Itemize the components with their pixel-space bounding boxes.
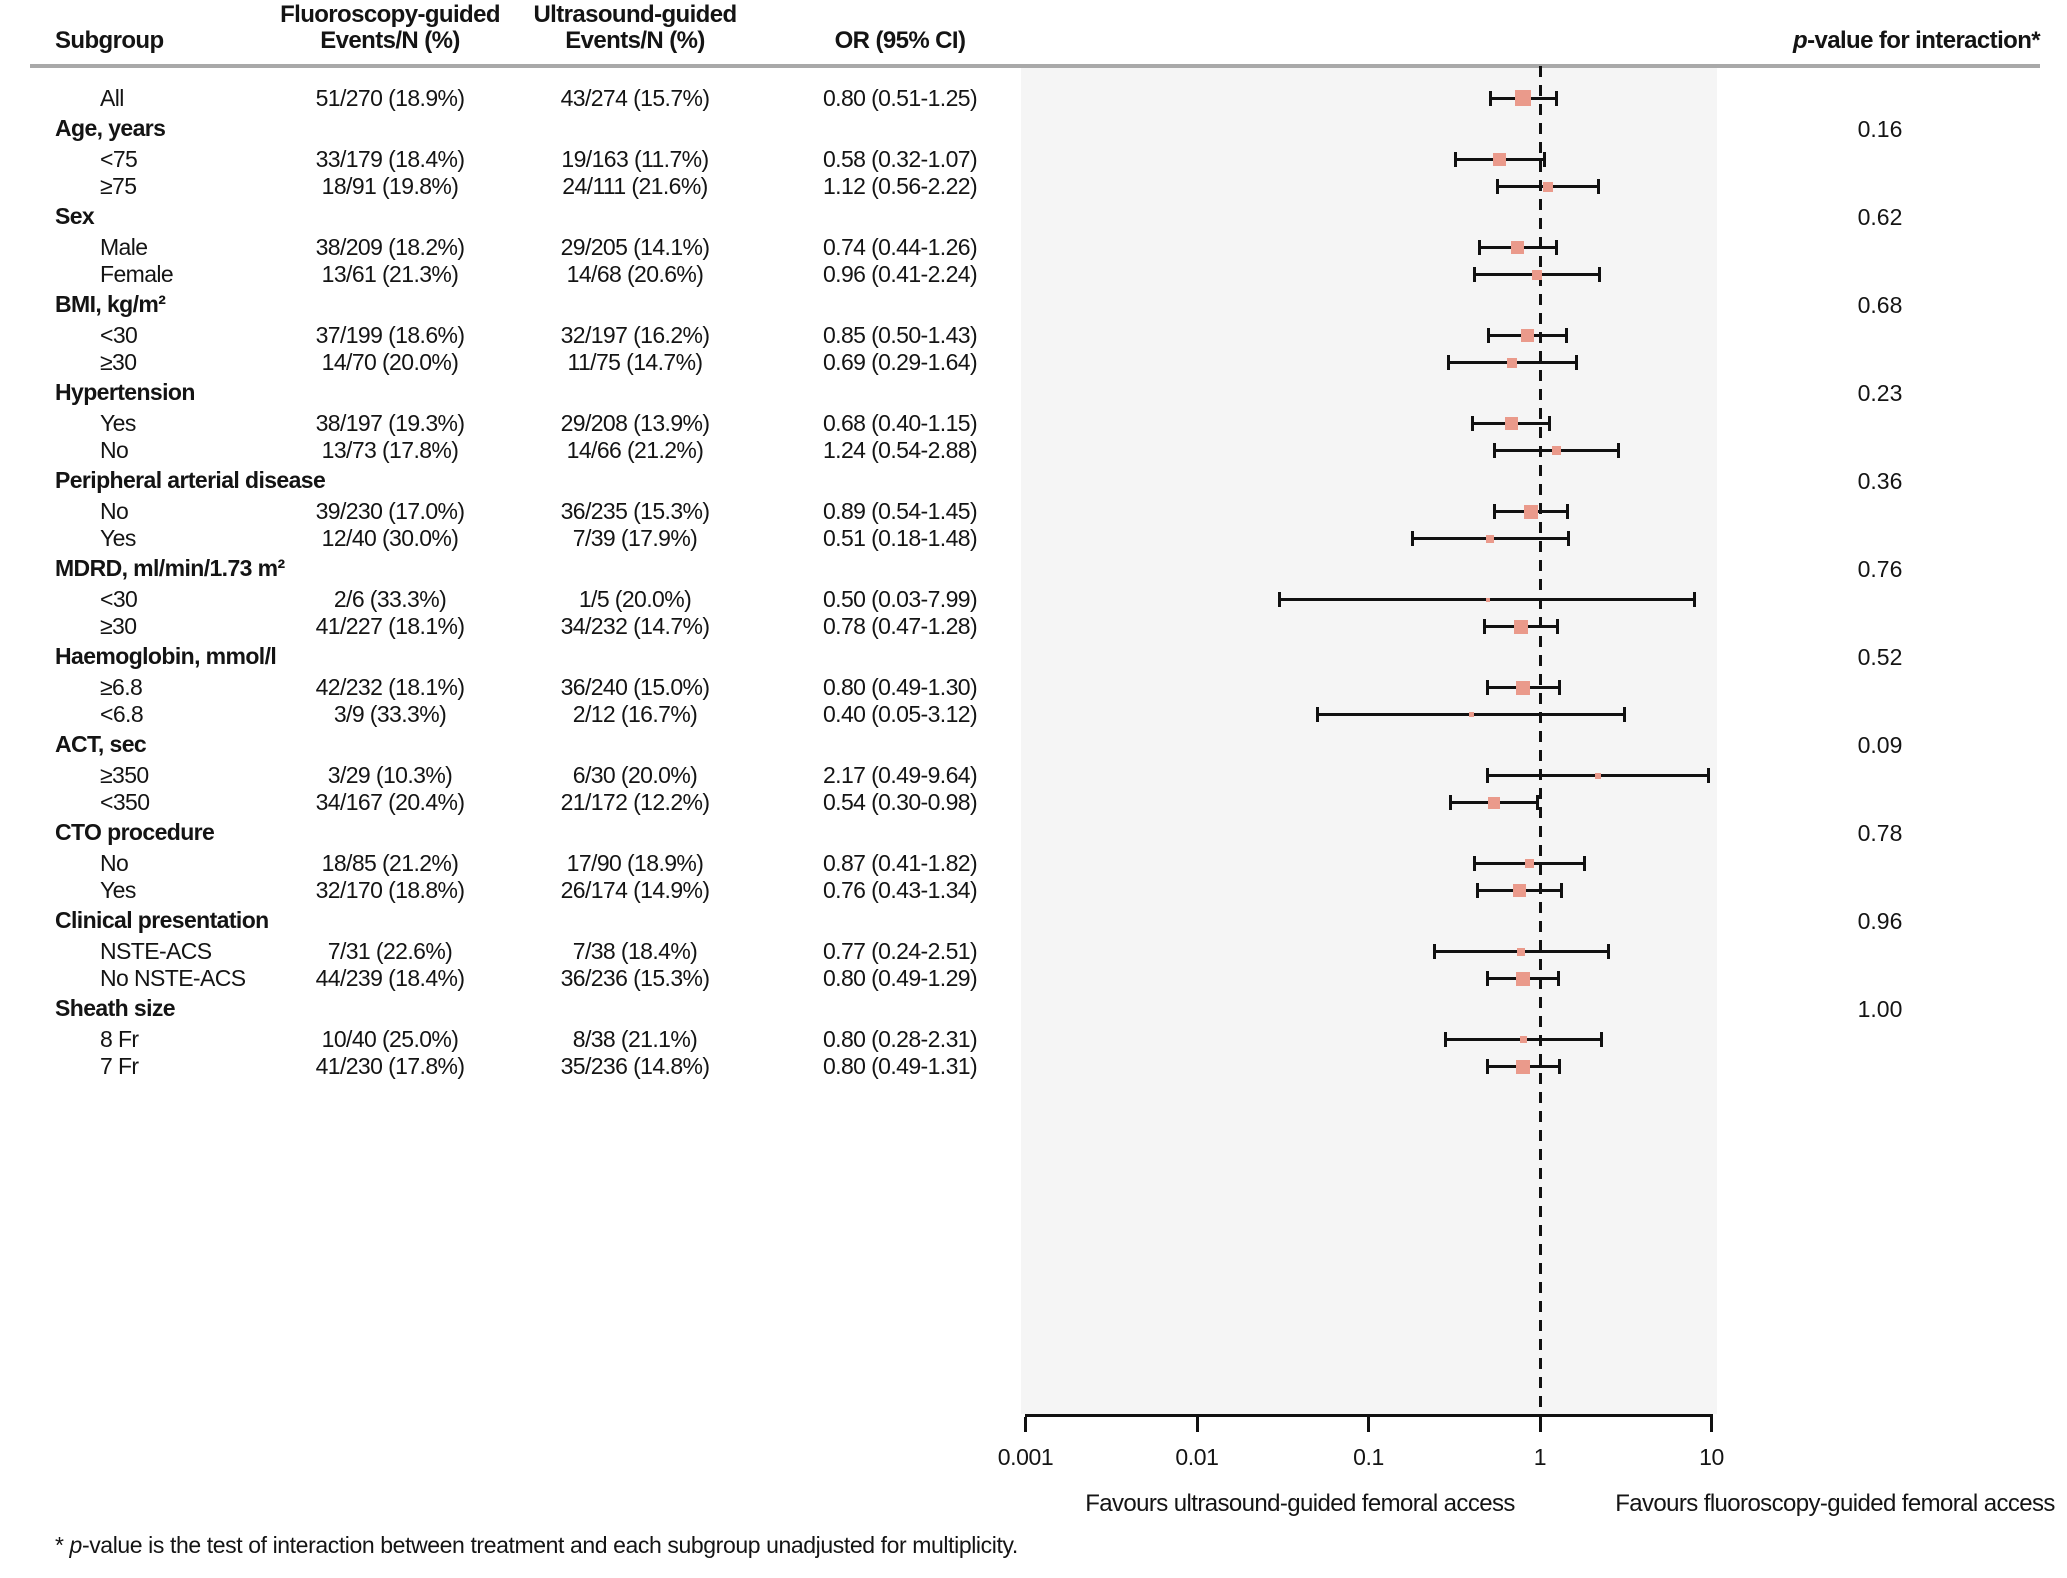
ci-cap-right (1548, 416, 1551, 431)
ci-cap-left (1493, 443, 1496, 458)
subgroup-item-label: Yes (100, 410, 136, 436)
or-ci-cell: 0.50 (0.03-7.99) (822, 586, 978, 612)
ci-cap-right (1558, 680, 1561, 695)
subgroup-item-label: No (100, 850, 129, 876)
subgroup-item-label: ≥30 (100, 349, 137, 375)
footnote-rest: -value is the test of interaction between treatment and each subgroup unadjusted for multiplicity. (81, 1532, 1018, 1558)
column-header-ultrasound (485, 2, 785, 54)
or-ci-cell: 0.58 (0.32-1.07) (822, 146, 978, 172)
or-marker (1543, 182, 1553, 192)
subgroup-item-label: <350 (100, 789, 150, 815)
ci-cap-right (1575, 355, 1578, 370)
ultrasound-events-cell: 36/235 (15.3%) (560, 498, 710, 524)
or-ci-cell: 0.74 (0.44-1.26) (822, 234, 978, 260)
ci-cap-right (1566, 504, 1569, 519)
axis-tick (1367, 1417, 1370, 1432)
subgroup-item-label: Yes (100, 525, 136, 551)
subgroup-header: Haemoglobin, mmol/l (55, 643, 277, 669)
or-ci-cell: 0.77 (0.24-2.51) (822, 938, 978, 964)
fluoroscopy-events-cell: 18/85 (21.2%) (321, 850, 459, 876)
subgroup-header: Clinical presentation (55, 907, 269, 933)
fluoroscopy-events-cell: 38/209 (18.2%) (315, 234, 465, 260)
ultrasound-events-cell: 2/12 (16.7%) (572, 701, 698, 727)
p-value: 0.62 (1857, 204, 1903, 230)
p-value: 0.23 (1857, 380, 1903, 406)
subgroup-header: ACT, sec (55, 731, 147, 757)
or-marker (1525, 859, 1534, 868)
ultrasound-events-cell: 7/39 (17.9%) (572, 525, 698, 551)
fluoroscopy-events-cell: 41/227 (18.1%) (315, 613, 465, 639)
fluoroscopy-events-cell: 42/232 (18.1%) (315, 674, 465, 700)
subgroup-header: Hypertension (55, 379, 195, 405)
subgroup-item-label: <75 (100, 146, 138, 172)
column-header-fluoroscopy-line1: Fluoroscopy-guided (280, 1, 500, 28)
subgroup-item-label: Male (100, 234, 148, 260)
fluoroscopy-events-cell: 12/40 (30.0%) (321, 525, 459, 551)
ci-cap-right (1598, 267, 1601, 282)
ci-cap-right (1617, 443, 1620, 458)
p-rest: -value for interaction* (1807, 27, 2040, 54)
or-marker (1552, 446, 1561, 455)
ci-cap-left (1433, 944, 1436, 959)
or-marker (1469, 712, 1474, 717)
p-value: 0.36 (1857, 468, 1903, 494)
axis-tick (1710, 1417, 1713, 1432)
or-ci-cell: 0.78 (0.47-1.28) (822, 613, 978, 639)
subgroup-item-label: No NSTE-ACS (100, 965, 246, 991)
ci-cap-right (1555, 91, 1558, 106)
favours-left-label: Favours ultrasound-guided femoral access (1085, 1490, 1515, 1517)
or-ci-cell: 0.69 (0.29-1.64) (822, 349, 978, 375)
subgroup-item-label: NSTE-ACS (100, 938, 212, 964)
ultrasound-events-cell: 1/5 (20.0%) (578, 586, 692, 612)
or-ci-cell: 0.80 (0.28-2.31) (822, 1026, 978, 1052)
ultrasound-events-cell: 24/111 (21.6%) (562, 173, 708, 199)
or-marker (1488, 797, 1500, 809)
ci-cap-right (1597, 179, 1600, 194)
fluoroscopy-events-cell: 13/61 (21.3%) (321, 261, 459, 287)
or-marker (1507, 358, 1517, 368)
ultrasound-events-cell: 32/197 (16.2%) (560, 322, 710, 348)
ci-cap-left (1471, 416, 1474, 431)
p-italic: p (1793, 27, 1808, 54)
ultrasound-events-cell: 29/208 (13.9%) (560, 410, 710, 436)
ci-cap-left (1449, 795, 1452, 810)
column-header-fluoroscopy-line2: Events/N (%) (320, 27, 460, 54)
p-value: 1.00 (1857, 996, 1903, 1022)
ultrasound-events-cell: 43/274 (15.7%) (560, 84, 710, 111)
subgroup-header: Peripheral arterial disease (55, 467, 326, 493)
p-value: 0.78 (1857, 820, 1903, 846)
subgroup-header: BMI, kg/m² (55, 291, 166, 317)
or-marker (1516, 1060, 1530, 1074)
p-value: 0.16 (1857, 116, 1903, 142)
ultrasound-events-cell: 26/174 (14.9%) (560, 877, 710, 903)
fluoroscopy-events-cell: 3/29 (10.3%) (327, 762, 453, 788)
ci-cap-left (1483, 619, 1486, 634)
ci-cap-left (1486, 1059, 1489, 1074)
or-marker (1520, 1036, 1527, 1043)
ultrasound-events-cell: 35/236 (14.8%) (560, 1053, 710, 1079)
ci-cap-right (1567, 531, 1570, 546)
fluoroscopy-events-cell: 41/230 (17.8%) (315, 1053, 465, 1079)
subgroup-item-label: Yes (100, 877, 136, 903)
ci-cap-left (1478, 240, 1481, 255)
fluoroscopy-events-cell: 14/70 (20.0%) (321, 349, 459, 375)
or-marker (1517, 948, 1525, 956)
fluoroscopy-events-cell: 2/6 (33.3%) (333, 586, 447, 612)
ci-cap-left (1486, 680, 1489, 695)
ci-cap-right (1543, 152, 1546, 167)
subgroup-header: MDRD, ml/min/1.73 m² (55, 555, 285, 581)
ci-cap-right (1536, 795, 1539, 810)
or-marker (1514, 620, 1528, 634)
or-ci-cell: 0.80 (0.49-1.31) (822, 1053, 978, 1079)
ci-cap-left (1489, 91, 1492, 106)
axis-tick-label: 10 (1699, 1444, 1724, 1470)
subgroup-item-label: ≥350 (100, 762, 149, 788)
p-value: 0.09 (1857, 732, 1903, 758)
or-ci-cell: 0.76 (0.43-1.34) (822, 877, 978, 903)
header-rule (30, 64, 2040, 68)
ci-cap-left (1447, 355, 1450, 370)
ultrasound-events-cell: 6/30 (20.0%) (572, 762, 698, 788)
or-ci-cell: 0.89 (0.54-1.45) (822, 498, 978, 524)
ultrasound-events-cell: 34/232 (14.7%) (560, 613, 710, 639)
ultrasound-events-cell: 21/172 (12.2%) (560, 789, 710, 815)
subgroup-item-label: Female (100, 261, 174, 287)
ci-cap-right (1557, 971, 1560, 986)
footnote-p-italic: p (69, 1532, 82, 1558)
or-marker (1515, 90, 1531, 106)
ultrasound-events-cell: 8/38 (21.1%) (572, 1026, 698, 1052)
or-ci-cell: 1.12 (0.56-2.22) (822, 173, 978, 199)
fluoroscopy-events-cell: 34/167 (20.4%) (315, 789, 465, 815)
or-marker (1486, 535, 1494, 543)
or-ci-cell: 0.80 (0.51-1.25) (822, 84, 978, 111)
plot-background (1021, 66, 1717, 1414)
or-ci-cell: 0.96 (0.41-2.24) (822, 261, 978, 287)
subgroup-header: CTO procedure (55, 819, 215, 845)
column-header-ultrasound-line1: Ultrasound-guided (533, 1, 737, 28)
or-ci-cell: 0.40 (0.05-3.12) (822, 701, 978, 727)
column-header-or: OR (95% CI) (834, 27, 966, 54)
ultrasound-events-cell: 36/236 (15.3%) (560, 965, 710, 991)
ci-cap-left (1278, 592, 1281, 607)
or-ci-cell: 0.80 (0.49-1.29) (822, 965, 978, 991)
or-marker (1493, 153, 1506, 166)
fluoroscopy-events-cell: 13/73 (17.8%) (321, 437, 459, 463)
ultrasound-events-cell: 7/38 (18.4%) (572, 938, 698, 964)
ultrasound-events-cell: 17/90 (18.9%) (566, 850, 704, 876)
or-ci-cell: 0.51 (0.18-1.48) (822, 525, 978, 551)
or-marker (1521, 329, 1534, 342)
ci-cap-right (1555, 240, 1558, 255)
fluoroscopy-events-cell: 18/91 (19.8%) (321, 173, 459, 199)
fluoroscopy-events-cell: 38/197 (19.3%) (315, 410, 465, 436)
ci-cap-right (1607, 944, 1610, 959)
or-ci-cell: 1.24 (0.54-2.88) (822, 437, 978, 463)
or-marker (1513, 884, 1526, 897)
subgroup-item-label: <30 (100, 586, 138, 612)
axis-tick-label: 0.1 (1353, 1444, 1384, 1470)
ci-cap-right (1556, 619, 1559, 634)
subgroup-item-label: ≥75 (100, 173, 137, 199)
or-marker (1532, 270, 1542, 280)
p-value: 0.76 (1857, 556, 1903, 582)
axis-tick (1024, 1417, 1027, 1432)
subgroup-item-label: No (100, 498, 129, 524)
ultrasound-events-cell: 19/163 (11.7%) (561, 146, 709, 172)
or-ci-cell: 0.87 (0.41-1.82) (822, 850, 978, 876)
subgroup-item-label: All (100, 84, 124, 111)
ci-cap-left (1476, 883, 1479, 898)
ci-cap-right (1600, 1032, 1603, 1047)
subgroup-header: Sheath size (55, 995, 175, 1021)
axis-tick (1539, 1417, 1542, 1432)
ci-cap-right (1565, 328, 1568, 343)
column-header-subgroup: Subgroup (55, 27, 164, 54)
favours-right-label: Favours fluoroscopy-guided femoral access (1615, 1490, 2055, 1517)
ultrasound-events-cell: 14/68 (20.6%) (566, 261, 704, 287)
ci-cap-left (1473, 856, 1476, 871)
ci-cap-left (1316, 707, 1319, 722)
ci-cap-left (1487, 328, 1490, 343)
reference-line (1539, 66, 1542, 1414)
p-value: 0.68 (1857, 292, 1903, 318)
ci-cap-left (1496, 179, 1499, 194)
or-ci-cell: 0.85 (0.50-1.43) (822, 322, 978, 348)
column-header-ultrasound-line2: Events/N (%) (565, 27, 705, 54)
fluoroscopy-events-cell: 7/31 (22.6%) (327, 938, 453, 964)
column-header-pvalue (1640, 28, 2040, 54)
axis-tick-label: 0.01 (1175, 1444, 1219, 1470)
fluoroscopy-events-cell: 51/270 (18.9%) (315, 84, 465, 111)
ultrasound-events-cell: 36/240 (15.0%) (560, 674, 710, 700)
subgroup-item-label: ≥6.8 (100, 674, 143, 700)
or-ci-cell: 0.68 (0.40-1.15) (822, 410, 978, 436)
or-ci-cell: 0.80 (0.49-1.30) (822, 674, 978, 700)
ci-cap-right (1558, 1059, 1561, 1074)
footnote-star: * (55, 1532, 70, 1558)
subgroup-item-label: No (100, 437, 129, 463)
or-marker (1516, 972, 1530, 986)
subgroup-item-label: 8 Fr (100, 1026, 139, 1052)
subgroup-header: Sex (55, 203, 95, 229)
ci-cap-left (1473, 267, 1476, 282)
ultrasound-events-cell: 11/75 (14.7%) (567, 349, 703, 375)
fluoroscopy-events-cell: 44/239 (18.4%) (315, 965, 465, 991)
subgroup-item-label: <6.8 (100, 701, 144, 727)
fluoroscopy-events-cell: 39/230 (17.0%) (315, 498, 465, 524)
ci-cap-right (1693, 592, 1696, 607)
or-marker (1511, 241, 1524, 254)
subgroup-item-label: <30 (100, 322, 138, 348)
ci-cap-left (1486, 768, 1489, 783)
footnote (55, 1532, 1018, 1559)
ultrasound-events-cell: 29/205 (14.1%) (560, 234, 710, 260)
or-ci-cell: 2.17 (0.49-9.64) (822, 762, 978, 788)
ci-cap-right (1707, 768, 1710, 783)
ci-cap-right (1583, 856, 1586, 871)
axis-tick (1196, 1417, 1199, 1432)
ci-cap-left (1411, 531, 1414, 546)
fluoroscopy-events-cell: 32/170 (18.8%) (315, 877, 465, 903)
ci-cap-right (1560, 883, 1563, 898)
fluoroscopy-events-cell: 37/199 (18.6%) (315, 322, 465, 348)
or-ci-cell: 0.54 (0.30-0.98) (822, 789, 978, 815)
fluoroscopy-events-cell: 10/40 (25.0%) (321, 1026, 459, 1052)
subgroup-item-label: ≥30 (100, 613, 137, 639)
fluoroscopy-events-cell: 3/9 (33.3%) (333, 701, 447, 727)
axis-tick-label: 1 (1533, 1444, 1547, 1470)
fluoroscopy-events-cell: 33/179 (18.4%) (315, 146, 465, 172)
or-marker (1595, 773, 1601, 779)
or-marker (1524, 505, 1538, 519)
ci-cap-left (1454, 152, 1457, 167)
ci-cap-left (1486, 971, 1489, 986)
or-marker (1516, 681, 1530, 695)
subgroup-item-label: 7 Fr (100, 1053, 139, 1079)
ci-cap-left (1444, 1032, 1447, 1047)
axis-tick-label: 0.001 (997, 1444, 1054, 1470)
subgroup-header: Age, years (55, 115, 166, 141)
ci-cap-left (1493, 504, 1496, 519)
p-value: 0.52 (1857, 644, 1903, 670)
ultrasound-events-cell: 14/66 (21.2%) (566, 437, 704, 463)
or-marker (1505, 417, 1518, 430)
ci-cap-right (1623, 707, 1626, 722)
or-marker (1486, 598, 1490, 602)
p-value: 0.96 (1857, 908, 1903, 934)
